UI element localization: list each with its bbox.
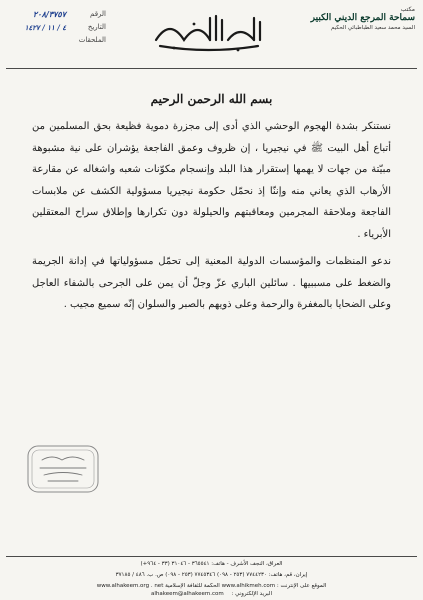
reference-number-row [10, 8, 106, 21]
date-label: التاريخ [87, 23, 106, 31]
footer-email-line [8, 591, 415, 597]
official-seal-stamp [26, 444, 100, 494]
reference-number-value: ٢٠٨/٣٧٥٧ [33, 9, 66, 19]
email-link[interactable]: alhakeem@alhakeem.com [151, 591, 224, 597]
date-row [10, 21, 106, 34]
office-letterhead [277, 6, 415, 32]
basmala-calligraphy-icon [150, 10, 268, 54]
attachments-row [10, 34, 106, 47]
date-value: ٤ / ١١ / ١٤٢٧ [24, 23, 66, 32]
reference-number-label: الرقم [90, 10, 106, 18]
letter-heading: بسم الله الرحمن الرحيم [150, 92, 273, 106]
secondary-website-link[interactable]: www.alhakeem.org . net [96, 583, 164, 589]
footer-divider [6, 556, 417, 557]
website-organization: الحكمة للثقافة الإسلامية [165, 583, 220, 589]
office-subtitle: السيد محمد سعيد الطباطبائي الحكيم [330, 25, 415, 31]
website-link[interactable]: www.alhikmeh.com [221, 583, 276, 589]
office-title: سماحة المرجع الديني الكبير [310, 13, 415, 23]
reference-fields [10, 8, 106, 47]
email-label: البريد الإلكتروني : [231, 591, 272, 597]
attachments-label: الملحقات [78, 36, 106, 44]
office-caption: مكتب [400, 6, 415, 13]
letter-paragraph-1: نستنكر بشدة الهجوم الوحشي الذي أدى إلى مجزرة دموية فظيعة بحق المسلمين من أتباع أهل البيت ﷺ في نيجيريا ، إن ظروف وعمق الفاجعة يؤشران على نية مشبوهة مبيّتة من جهات لا يهمها إستقرار هذا البلد وإنسجام مكوّنات شعبه واشغاله عن مقارعة الأرهاب الذي يعاني منه وإننّا إذ نحمّل حكومة نيجيريا مسؤولية الكشف عن ملابسات الفاجعة وملاحقة المجرمين ومعاقبتهم والحيلولة دون تكرارها وإطلاق سراح المعتقلين الأبرياء . [32, 121, 391, 240]
footer-iran-contact: إيران، قم، هاتف: ٧٧٤٤٢٣٠ (٢٥٣ - ٠٩٨) ٧٧٤٥٣٤٦ (٢٥٣ - ٠٩٨) ص. ب. ٤٨٦ / ٣٧١٨٥ [115, 572, 308, 578]
letter-paragraph-2: ندعو المنظمات والمؤسسات الدولية المعنية إلى تحمّل مسؤولياتها في إدانة الجريمة والضغط على مسببيها . سائلين الباري عزّ وجلّ أن يمن على الجرحى بالشفاء العاجل وعلى الضحايا بالمغفرة والرحمة وعلى ذويهم بالصبر والسلوان إنّه سميع مجيب . [32, 256, 391, 310]
footer-iraq-contact: العراق، النجف الأشرف - هاتف: ٣٦٥٥٤١ - ٣١٠٤٦ (٣٣ - ٩٦٤+) [140, 561, 283, 567]
website-label: الموقع على الإنترنت : [276, 583, 327, 589]
header-divider [6, 68, 417, 69]
letter-body [32, 116, 391, 322]
footer-website-line [8, 583, 415, 589]
